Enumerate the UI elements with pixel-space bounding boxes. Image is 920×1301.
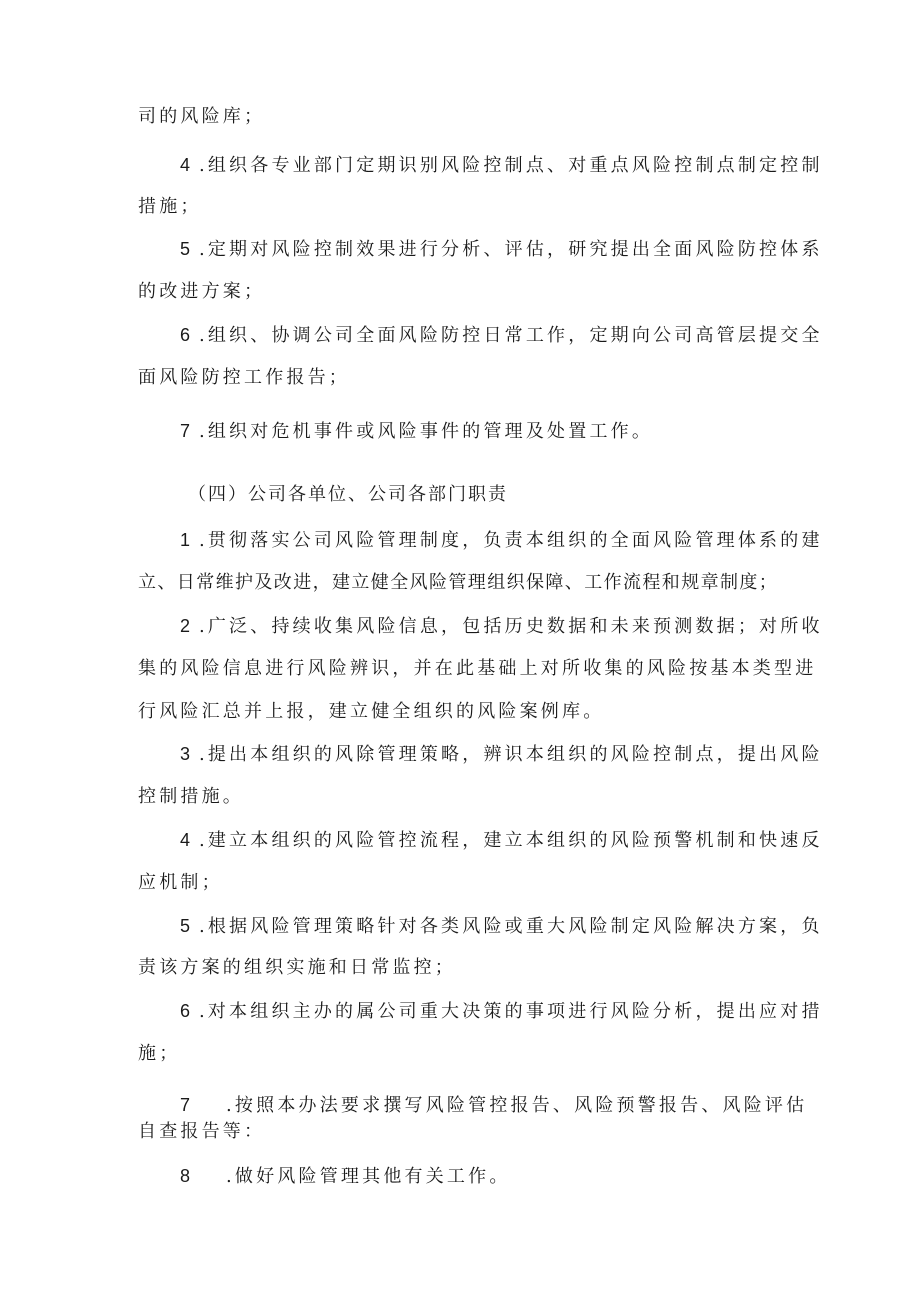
list-item-line: 4 .建立本组织的风险管控流程，建立本组织的风险预警机制和快速反 — [180, 827, 790, 854]
list-item-line: 1 .贯彻落实公司风险管理制度，负责本组织的全面风险管理体系的建 — [180, 527, 790, 554]
list-item-line: 2 .广泛、持续收集风险信息，包括历史数据和未来预测数据；对所收 — [180, 613, 790, 640]
list-item-line: 3 .提出本组织的风除管理策略，辨识本组织的风险控制点，提出风险 — [180, 741, 790, 768]
item-number: 5 — [180, 916, 191, 936]
item-number: 8 — [180, 1166, 191, 1186]
list-item-line: 责该方案的组织实施和日常监控； — [138, 957, 456, 978]
item-number: 7 — [180, 421, 191, 441]
list-item-line: 控制措施。 — [138, 786, 244, 807]
list-item-line: 面风险防控工作报告； — [138, 367, 350, 388]
item-number: 4 — [180, 830, 191, 850]
list-item-line: 措施； — [138, 196, 202, 217]
list-item-line: 自查报告等： — [138, 1121, 266, 1142]
item-number: 6 — [180, 1001, 191, 1021]
section-heading: （四）公司各单位、公司各部门职责 — [188, 484, 508, 505]
list-item-line: 施； — [138, 1043, 181, 1064]
list-item-line: 5 .定期对风险控制效果进行分析、评估，研究提出全面风险防控体系 — [180, 236, 790, 263]
item-number: 6 — [180, 325, 191, 345]
list-item-line: 立、日常维护及改进，建立健全风险管理组织保障、工作流程和规章制度； — [138, 572, 779, 593]
item-number: 2 — [180, 616, 191, 636]
list-item-line: 行风险汇总并上报，建立健全组织的风险案例库。 — [138, 701, 605, 722]
item-number: 4 — [180, 155, 191, 175]
paragraph-line: 司的风险库； — [138, 106, 266, 127]
item-number: 1 — [180, 530, 191, 550]
list-item-line: 4 .组织各专业部门定期识别风险控制点、对重点风险控制点制定控制 — [180, 152, 790, 179]
list-item-line: 集的风险信息进行风险辨识，并在此基础上对所收集的风险按基本类型进 — [138, 658, 817, 679]
list-item-line: 7 .组织对危机事件或风险事件的管理及处置工作。 — [180, 418, 790, 445]
item-number: 3 — [180, 744, 191, 764]
list-item-line: 7 .按照本办法要求撰写风险管控报告、风险预警报告、风险评估 — [180, 1092, 790, 1119]
list-item-line: 5 .根据风险管理策略针对各类风险或重大风险制定风险解决方案，负 — [180, 913, 790, 940]
list-item-line: 8 .做好风险管理其他有关工作。 — [180, 1163, 790, 1190]
item-number: 5 — [180, 239, 191, 259]
list-item-line: 的改进方案； — [138, 281, 266, 302]
list-item-line: 6 .组织、协调公司全面风险防控日常工作，定期向公司高管层提交全 — [180, 322, 790, 349]
list-item-line: 6 .对本组织主办的属公司重大决策的事项进行风险分析，提出应对措 — [180, 998, 790, 1025]
item-number: 7 — [180, 1095, 191, 1115]
list-item-line: 应机制； — [138, 872, 223, 893]
